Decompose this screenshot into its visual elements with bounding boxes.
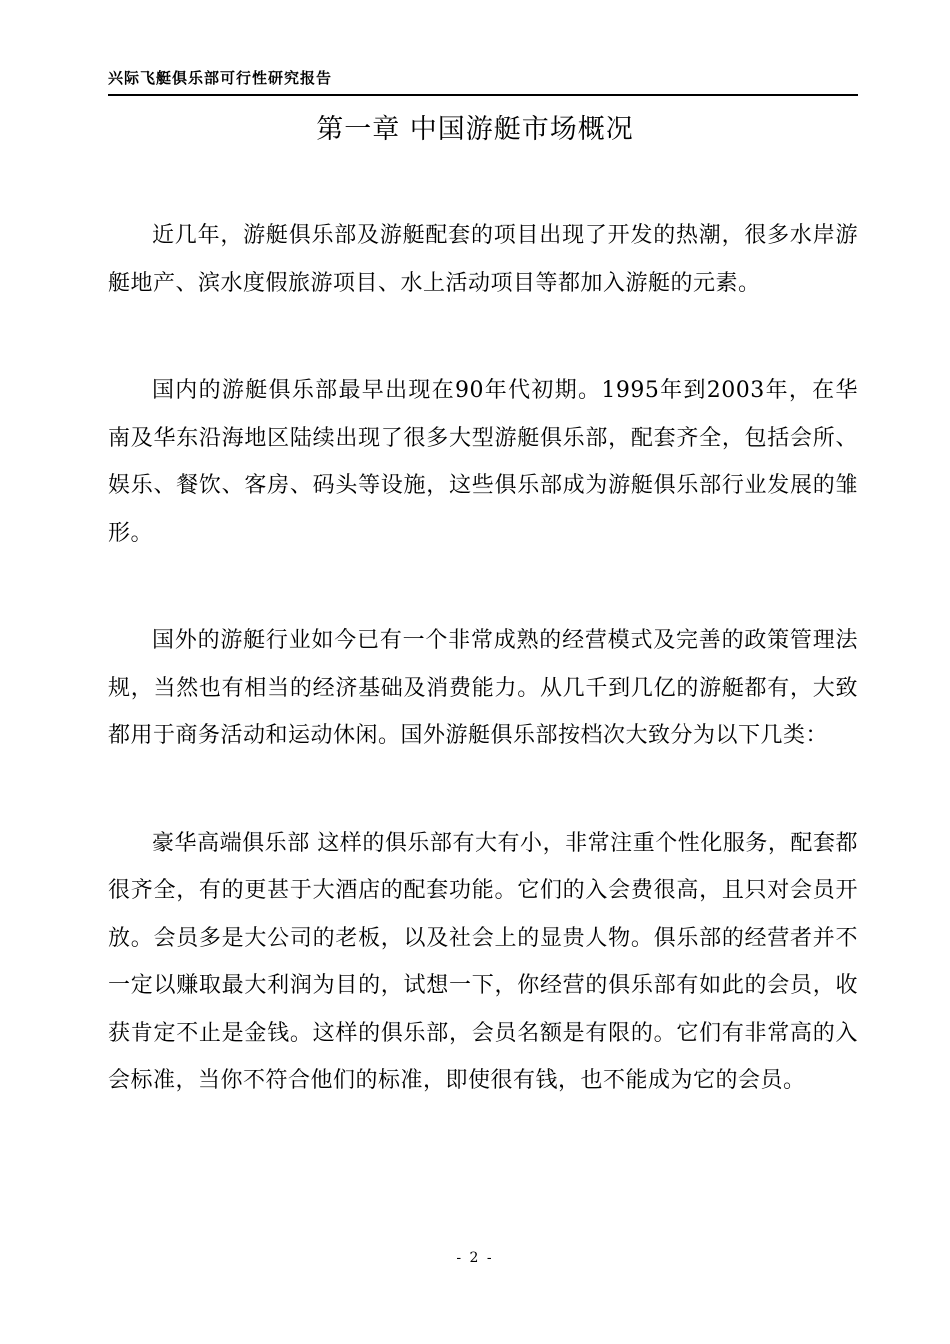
paragraph: 国外的游艇行业如今已有一个非常成熟的经营模式及完善的政策管理法规，当然也有相当的经济基础及消费能力。从几千到几亿的游艇都有，大致都用于商务活动和运动休闲。国外游艇俱乐部按档次大致分为以下几类： xyxy=(108,628,858,748)
paragraph: 豪华高端俱乐部 这样的俱乐部有大有小，非常注重个性化服务，配套都很齐全，有的更甚于大酒店的配套功能。它们的入会费很高，且只对会员开放。会员多是大公司的老板，以及社会上的显贵人物。俱乐部的经营者并不一定以赚取最大利润为目的，试想一下，你经营的俱乐部有如此的会员，收获肯定不止是金钱。这样的俱乐部，会员名额是有限的。它们有非常高的入会标准，当你不符合他们的标准，即使很有钱，也不能成为它的会员。 xyxy=(108,830,858,1093)
paragraph: 近几年，游艇俱乐部及游艇配套的项目出现了开发的热潮，很多水岸游艇地产、滨水度假旅游项目、水上活动项目等都加入游艇的元素。 xyxy=(108,223,858,296)
header-divider xyxy=(108,94,858,96)
chapter-title: 第一章 中国游艇市场概况 xyxy=(316,114,634,145)
paragraph: 国内的游艇俱乐部最早出现在90年代初期。1995年到2003年，在华南及华东沿海地区陆续出现了很多大型游艇俱乐部，配套齐全，包括会所、娱乐、餐饮、客房、码头等设施，这些俱乐部成为游艇俱乐部行业发展的雏形。 xyxy=(108,378,858,546)
running-header: 兴际飞艇俱乐部可行性研究报告 xyxy=(108,69,333,87)
body-text xyxy=(108,212,858,1165)
page-number: - 2 - xyxy=(456,1250,494,1266)
